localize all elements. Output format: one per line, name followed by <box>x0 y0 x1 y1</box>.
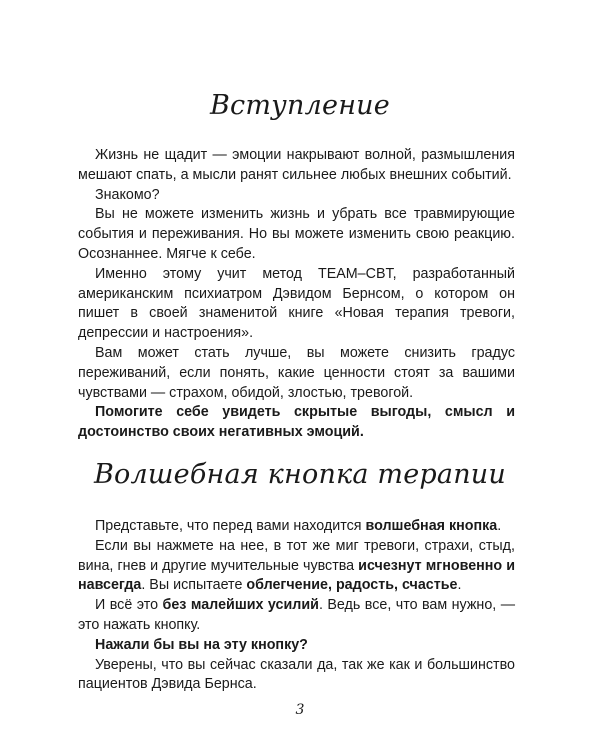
paragraph: Уверены, что вы сейчас сказали да, так же как и большинство пациентов Дэвида Бернса. <box>78 656 515 693</box>
paragraph: Вам может стать лучше, вы можете снизить градус переживаний, если понять, какие ценности стоят за вашими чувствами — страхом, обидой, злостью, тревогой. <box>78 344 515 401</box>
introduction-body <box>78 146 515 443</box>
bold-run: облегчение, радость, счастье <box>246 577 458 594</box>
bold-run: без малейших усилий <box>162 597 319 614</box>
text-run: Если вы нажмете на нее, в тот же миг тревоги, страхи, стыд, вина, гнев и другие мучительные чувства <box>78 537 515 574</box>
section-heading-magic-button: Волшебная кнопка терапии <box>94 459 506 490</box>
paragraph <box>78 537 515 596</box>
paragraph: Именно этому учит метод TEAM–CBT, разработанный американским психиатром Дэвидом Бернсом, о котором он пишет в своей знаменитой книге «Новая терапия тревоги, депрессии и настроения». <box>78 265 515 342</box>
paragraph: Знакомо? <box>95 186 160 203</box>
text-run: И всё это <box>95 597 163 614</box>
bold-paragraph: Помогите себе увидеть скрытые выгоды, смысл и достоинство своих негативных эмоций. <box>78 404 515 441</box>
bold-run: волшебная кнопка <box>365 518 498 534</box>
paragraph <box>78 517 515 537</box>
text-run: . Вы испытаете <box>141 577 247 594</box>
paragraph <box>78 596 515 636</box>
magic-button-body <box>78 517 515 695</box>
text-run: . Ведь все, что вам нужно, — это нажать кнопку. <box>78 597 515 633</box>
bold-run: исчезнут мгновенно и навсегда <box>78 557 515 594</box>
section-heading-introduction: Вступление <box>210 90 390 121</box>
page-number: 3 <box>295 702 305 718</box>
paragraph: Жизнь не щадит — эмоции накрывают волной, размышления мешают спать, а мысли ранят сильнее любых внешних событий. <box>78 147 515 183</box>
text-run: Представьте, что перед вами находится <box>95 518 366 534</box>
text-run: . <box>497 518 502 534</box>
paragraph: Вы не можете изменить жизнь и убрать все травмирующие события и переживания. Но вы можете изменить свою реакцию. Осознаннее. Мягче к себе. <box>78 206 515 262</box>
text-run: . <box>457 577 462 594</box>
bold-paragraph: Нажали бы вы на эту кнопку? <box>95 636 308 653</box>
